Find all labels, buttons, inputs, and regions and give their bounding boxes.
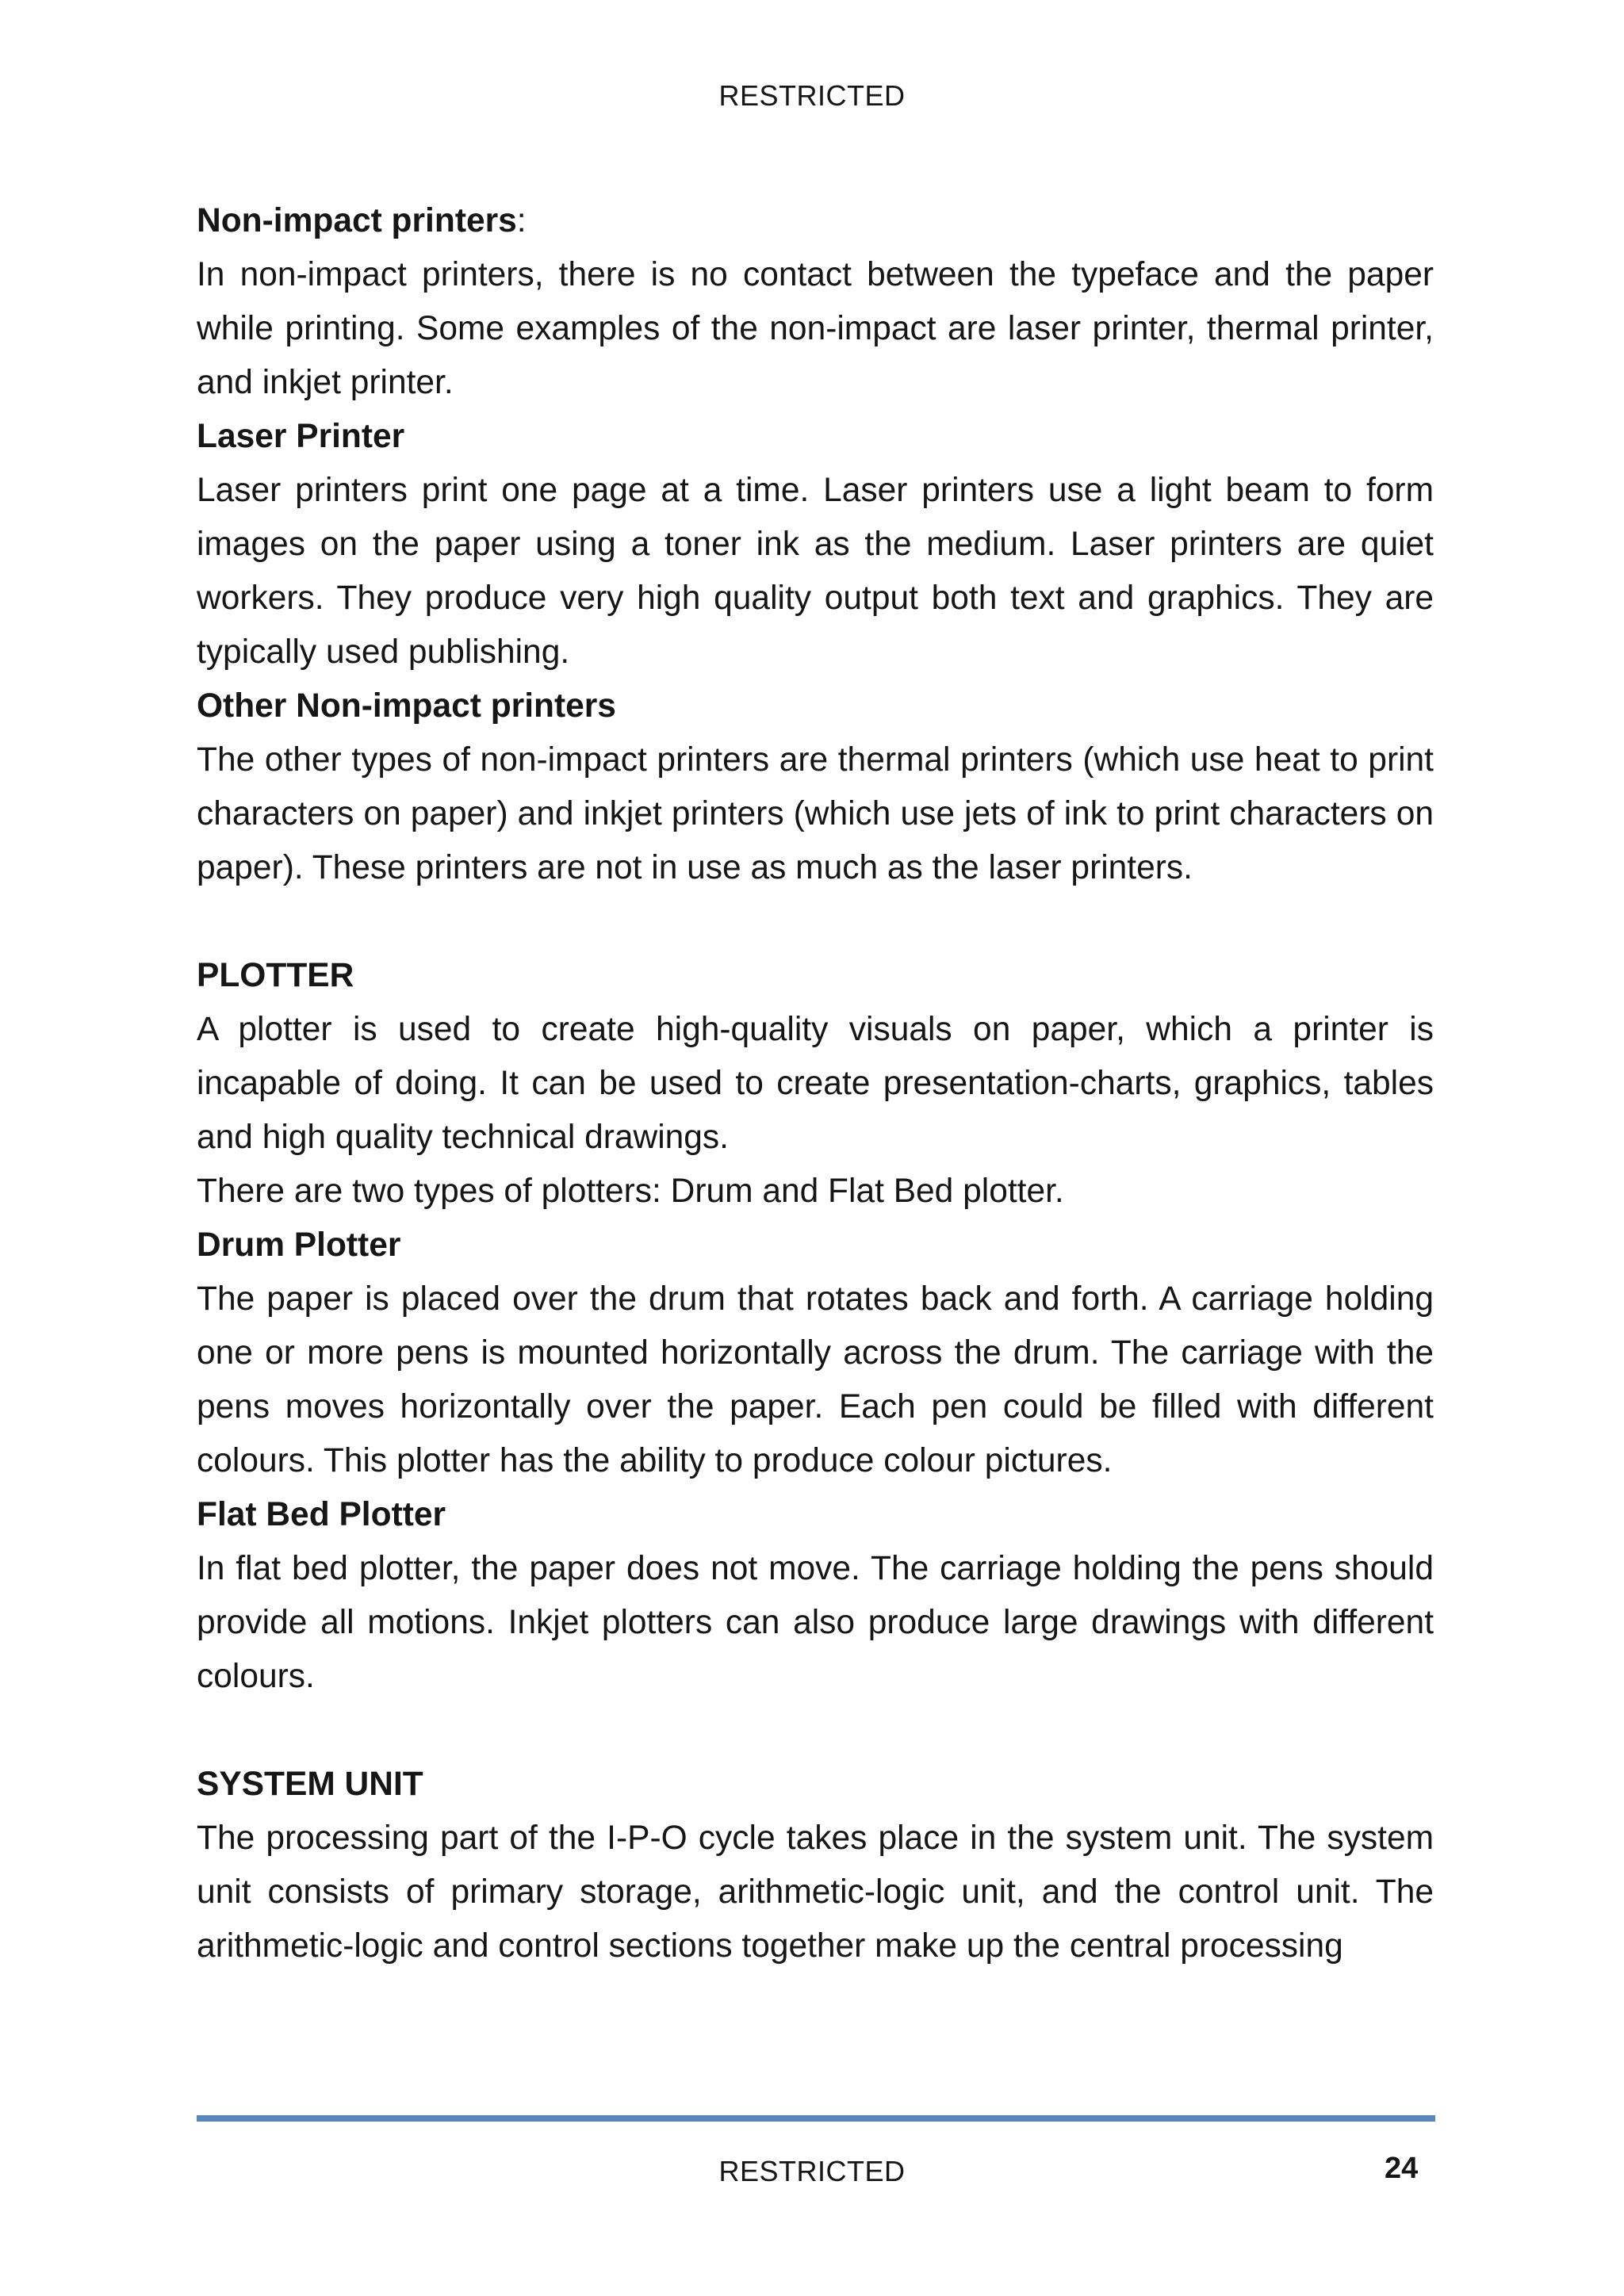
section-heading-plotter: PLOTTER (197, 957, 354, 994)
paragraph-laser-printer: Laser printers print one page at a time. Laser printers use a light beam to form images on the paper using a toner ink as the medium. Laser printers are quiet workers. They produce very high quality output both text and graphics. They are typically used publishing. (197, 472, 1434, 671)
section-heading-laser-printer: Laser Printer (197, 418, 405, 455)
paragraph-non-impact-printers: In non-impact printers, there is no contact between the typeface and the paper while printing. Some examples of the non-impact are laser printer, thermal printer, and inkjet printer. (197, 256, 1434, 401)
page-header: RESTRICTED (718, 79, 906, 112)
section-heading-non-impact-printers (197, 194, 1434, 248)
page-content (197, 194, 1434, 1973)
page-number: 24 (1385, 2152, 1419, 2185)
spacer (197, 895, 1434, 949)
section-heading-drum-plotter: Drum Plotter (197, 1226, 401, 1264)
paragraph-other-non-impact-printers: The other types of non-impact printers are thermal printers (which use heat to print characters on paper) and inkjet printers (which use jets of ink to print characters on paper). These printers are not in use as much as the laser printers. (197, 741, 1434, 886)
page-footer: RESTRICTED (718, 2155, 906, 2187)
heading-text: Non-impact printers (197, 202, 517, 239)
heading-colon: : (516, 202, 527, 239)
paragraph-plotter: A plotter is used to create high-quality visuals on paper, which a printer is incapable of doing. It can be used to create presentation-charts, graphics, tables and high quality technical drawings. (197, 1011, 1434, 1156)
paragraph-plotter-types: There are two types of plotters: Drum and Flat Bed plotter. (197, 1173, 1064, 1210)
paragraph-flat-bed-plotter: In flat bed plotter, the paper does not move. The carriage holding the pens should provide all motions. Inkjet plotters can also produce large drawings with different colours. (197, 1550, 1434, 1695)
spacer (197, 1704, 1434, 1758)
paragraph-drum-plotter: The paper is placed over the drum that rotates back and forth. A carriage holding one or more pens is mounted horizontally across the drum. The carriage with the pens moves horizontally over the paper. Each pen could be filled with different colours. This plotter has the ability to produce colour pictures. (197, 1280, 1434, 1479)
footer-divider (197, 2115, 1435, 2122)
section-heading-system-unit: SYSTEM UNIT (197, 1766, 423, 1803)
paragraph-system-unit: The processing part of the I-P-O cycle takes place in the system unit. The system unit consists of primary storage, arithmetic-logic unit, and the control unit. The arithmetic-logic and control sections together make up the central processing (197, 1820, 1434, 1965)
section-heading-flat-bed-plotter: Flat Bed Plotter (197, 1496, 446, 1533)
section-heading-other-non-impact-printers: Other Non-impact printers (197, 687, 616, 725)
